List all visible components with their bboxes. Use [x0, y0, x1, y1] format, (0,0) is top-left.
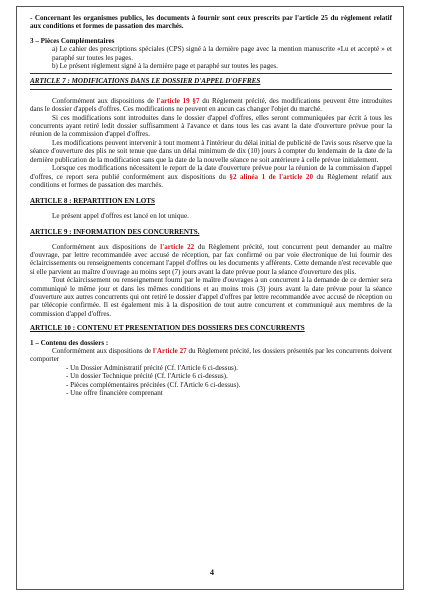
- article-reference: l'Article 27: [152, 347, 187, 355]
- page-content: [30, 14, 392, 397]
- article-7-title: ARTICLE 7 : MODIFICATIONS DANS LE DOSSIER D'APPEL D'OFFRES: [30, 77, 261, 86]
- article-7-paragraph-1: Conformément aux dispositions de l'article 19 §7 du Règlement précité, des modifications peuvent être introduites dans le dossier d'appels d'offres. Ces modifications ne peuvent en aucun cas changer l'objet du marché.: [30, 96, 392, 114]
- pieces-item-b: b) Le présent règlement signé à la dernière page et paraphé sur toutes les pages.: [52, 62, 278, 71]
- article-reference: l'article 19 §7: [156, 96, 200, 105]
- section-divider: [30, 73, 392, 74]
- article-reference: l'article 22: [160, 242, 195, 251]
- list-item: - Pièces complémentaires précitées (Cf. l'Article 6 ci-dessus).: [66, 380, 241, 389]
- article-9-paragraph-2: Tout éclaircissement ou renseignement fourni par le maître d'ouvrages à un concurrent à la demande de ce dernier sera communiqué le même jour et dans les mêmes conditions et au moins trois (3) jours avant la date prévue pour la séance d'ouverture aux autres concurrents qui ont retiré le dossier d'appel d'offres par lettre recommandée avec accusé de réception ou par télécopie confirmée. Il est également mis à la disposition de tout autre concurrent et communiqué aux membres de la commission d'appel d'offres.: [30, 276, 392, 318]
- page-number: 4: [210, 568, 214, 577]
- list-item: - Une offre financière comprenant: [66, 389, 163, 398]
- list-item: - Un Dossier Administratif précité (Cf. l'Article 6 ci-dessus).: [66, 363, 238, 372]
- section-divider: [30, 89, 392, 90]
- article-9-title: ARTICLE 9 : INFORMATION DES CONCURRENTS.: [30, 228, 200, 237]
- article-9-paragraph-1: Conformément aux dispositions de l'article 22 du Règlement précité, tout concurrent peut demander au maître d'ouvrage, par lettre recommandée avec accusé de réception, par fax confirmé ou par voie électronique de lui fournir des éclaircissements ou renseignements concernant l'appel d'offres ou les documents y afférents. Cette demande n'est recevable que si elle parvient au maître d'ouvrage au moins sept (7) jours avant la date prévue pour la séance d'ouverture des plis.: [30, 242, 392, 276]
- article-7-paragraph-4: Lorsque ces modifications nécessitent le report de la date d'ouverture prévue pour la réunion de la commission d'appel d'offres, ce report sera publié conformément aux dispositions du §2 alinéa 1 de l'article 20 du Règlement relatif aux conditions et formes de passation des marchés.: [30, 164, 392, 189]
- article-10-title: ARTICLE 10 : CONTENU ET PRESENTATION DES DOSSIERS DES CONCURRENTS: [30, 324, 305, 333]
- article-8-paragraph: Le présent appel d'offres est lancé en lot unique.: [52, 211, 189, 220]
- pieces-item-a: a) Le cahier des prescriptions spéciales (CPS) signé à la dernière page avec la mention manuscrite «Lu et accepté » et paraphé sur toutes les pages.: [52, 45, 392, 62]
- article-7-paragraph-2: Si ces modifications sont introduites dans le dossier d'appel d'offres, elles seront communiquées par écrit à tous les concurrents ayant retiré ledit dossier suffisamment à l'avance et dans tous les cas avant la date d'ouverture prévue pour la réunion de la commission d'appel d'offres.: [30, 113, 392, 139]
- intro-paragraph: - Concernant les organismes publics, les documents à fournir sont ceux prescrits par l'article 25 du règlement relatif aux conditions et formes de passation des marchés.: [30, 14, 392, 31]
- article-7-paragraph-3: Les modifications peuvent intervenir à tout moment à l'intérieur du délai initial de publicité de l'avis sous réserve que la séance d'ouverture des plis ne soit tenue que dans un délai minimum de dix (10) jours à compter du lendemain de la date de la dernière publication de la modification sans que la date de la nouvelle séance ne soit antérieure à celle prévue initialement.: [30, 138, 392, 164]
- article-10-paragraph: Conformément aux dispositions de l'Article 27 du Règlement précité, les dossiers présentés par les concurrents doivent comporter: [30, 347, 392, 364]
- article-10-subheading: 1 – Contenu des dossiers :: [30, 338, 109, 347]
- pieces-heading: 3 – Pièces Complémentaires: [30, 36, 115, 45]
- article-reference: §2 alinéa 1 de l'article 20: [229, 172, 314, 181]
- article-8-title: ARTICLE 8 : REPARTITION EN LOTS: [30, 197, 155, 206]
- list-item: - Un dossier Technique précité (Cf. l'Article 6 ci-dessus).: [66, 372, 228, 381]
